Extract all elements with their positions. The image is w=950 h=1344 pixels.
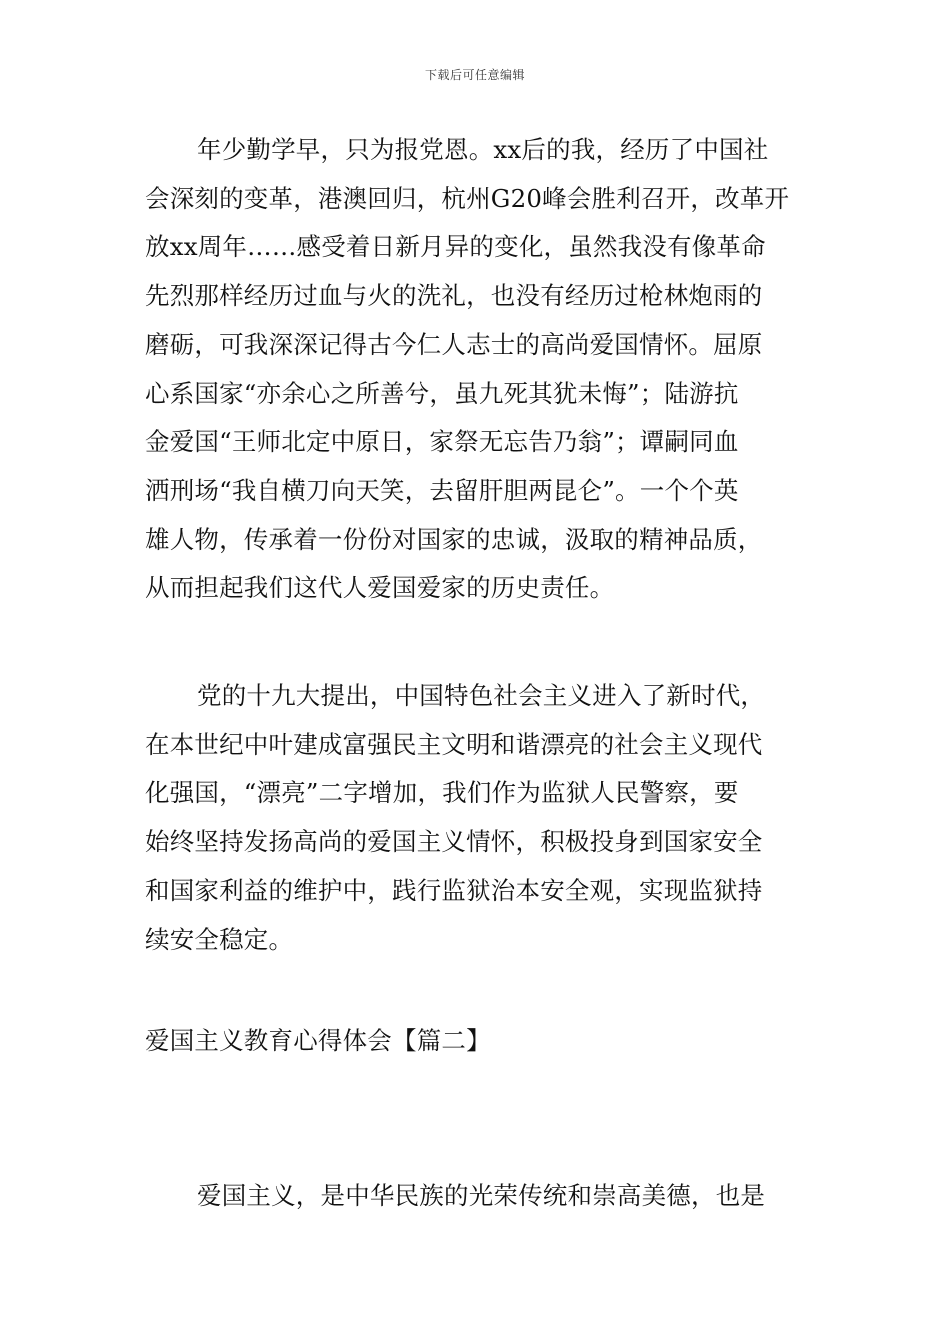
paragraph-line: 雄人物，传承着一份份对国家的忠诚，汲取的精神品质，	[145, 524, 763, 554]
paragraph-line: 在本世纪中叶建成富强民主文明和谐漂亮的社会主义现代	[145, 729, 763, 759]
paragraph-line: 放xx周年……感受着日新月异的变化，虽然我没有像革命	[145, 232, 766, 262]
paragraph-1	[145, 126, 810, 613]
paragraph-line: 心系国家“亦余心之所善兮，虽九死其犹未悔”；陆游抗	[145, 378, 739, 408]
section-heading-text: 爱国主义教育心得体会【篇二】	[145, 1026, 491, 1055]
paragraph-line: 爱国主义，是中华民族的光荣传统和崇高美德，也是	[197, 1181, 766, 1210]
paragraph-line: 党的十九大提出，中国特色社会主义进入了新时代，	[197, 681, 766, 710]
paragraph-line: 先烈那样经历过血与火的洗礼，也没有经历过枪林炮雨的	[145, 281, 763, 311]
paragraph-line: 和国家利益的维护中，践行监狱治本安全观，实现监狱持	[145, 875, 763, 905]
paragraph-line: 年少勤学早，只为报党恩。xx后的我，经历了中国社	[197, 135, 769, 164]
paragraph-line: 金爱国“王师北定中原日，家祭无忘告乃翁”；谭嗣同血	[145, 427, 739, 457]
paragraph-line: 续安全稳定。	[145, 924, 294, 954]
paragraph-line: 会深刻的变革，港澳回归，杭州G20峰会胜利召开，改革开	[145, 183, 790, 213]
section-heading	[145, 1017, 810, 1066]
page-header: 下载后可任意编辑	[424, 68, 525, 82]
paragraph-line: 洒刑场“我自横刀向天笑，去留肝胆两昆仑”。一个个英	[145, 475, 739, 505]
paragraph-2	[145, 672, 810, 964]
paragraph-line: 磨砺，可我深深记得古今仁人志士的高尚爱国情怀。屈原	[145, 329, 763, 359]
paragraph-line: 化强国，“漂亮”二字增加，我们作为监狱人民警察，要	[145, 778, 739, 808]
paragraph-line: 始终坚持发扬高尚的爱国主义情怀，积极投身到国家安全	[145, 827, 763, 857]
paragraph-3	[145, 1172, 810, 1221]
paragraph-line: 从而担起我们这代人爱国爱家的历史责任。	[145, 573, 615, 603]
